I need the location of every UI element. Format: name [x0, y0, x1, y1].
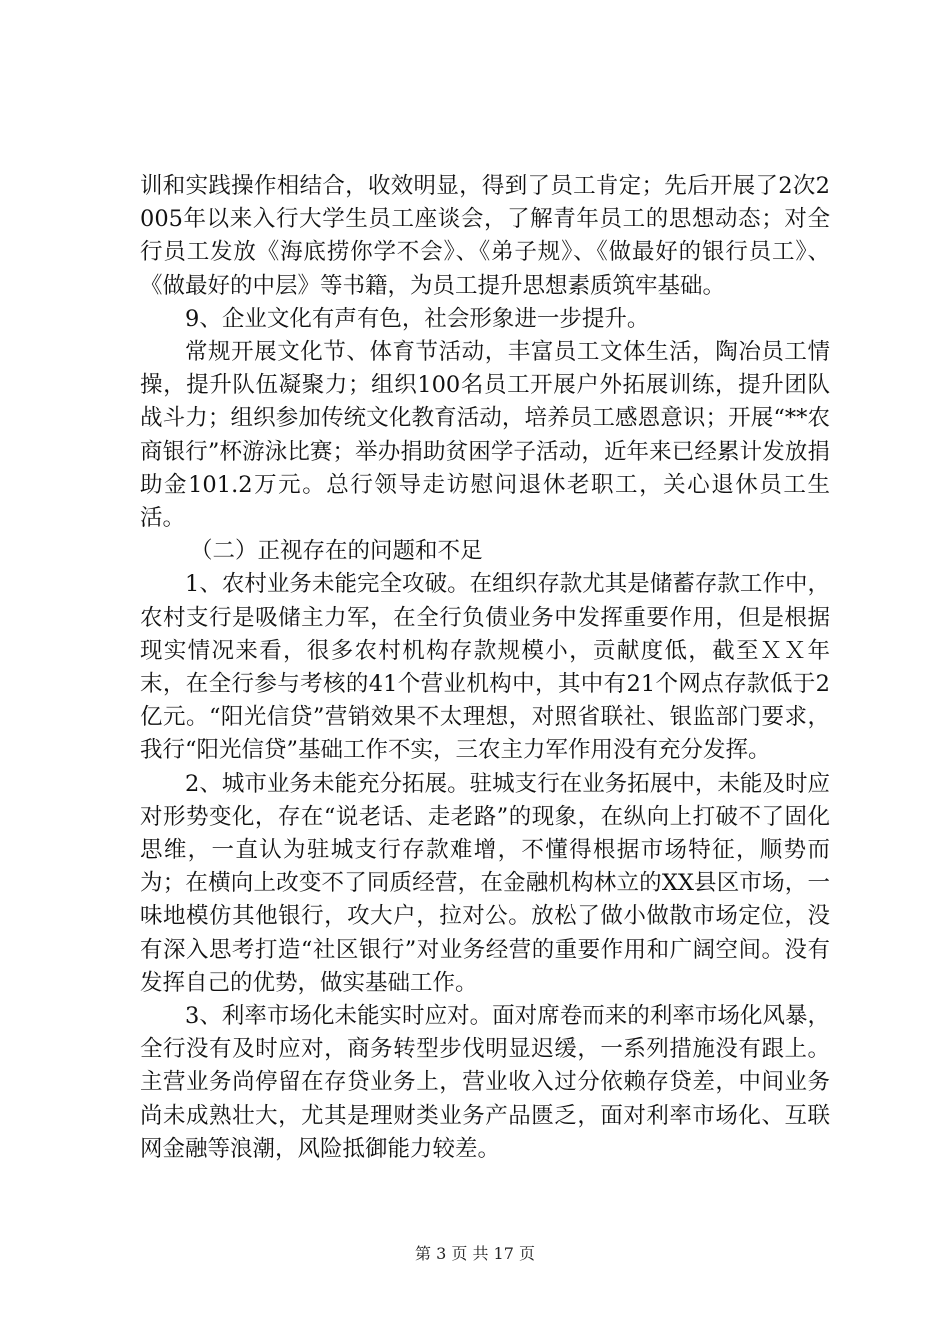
page-footer	[0, 1244, 950, 1264]
problem-1-paragraph: 1、农村业务未能完全攻破。在组织存款尤其是储蓄存款工作中，农村支行是吸储主力军，在全行负债业务中发挥重要作用，但是根据现实情况来看，很多农村机构存款规模小，贡献度低，截至ＸＸ年末，在全行参与考核的41个营业机构中，其中有21个网点存款低于2亿元。“阳光信贷”营销效果不太理想，对照省联社、银监部门要求，我行“阳光信贷”基础工作不实，三农主力军作用没有充分发挥。	[140, 571, 830, 764]
page-number-label: 第 3 页 共 17 页	[415, 1244, 535, 1263]
section-2-heading: （二）正视存在的问题和不足	[190, 538, 483, 565]
problem-3-paragraph: 3、利率市场化未能实时应对。面对席卷而来的利率市场化风暴，全行没有及时应对，商务转型步伐明显迟缓，一系列措施没有跟上。主营业务尚停留在存贷业务上，营业收入过分依赖存贷差，中间业务尚未成熟壮大，尤其是理财类业务产品匮乏，面对利率市场化、互联网金融等浪潮，风险抵御能力较差。	[140, 1003, 830, 1162]
document-body	[140, 170, 830, 1166]
item-9-body: 常规开展文化节、体育节活动，丰富员工文体生活，陶冶员工情操，提升队伍凝聚力；组织100名员工开展户外拓展训练，提升团队战斗力；组织参加传统文化教育活动，培养员工感恩意识；开展“**农商银行”杯游泳比赛；举办捐助贫困学子活动，近年来已经累计发放捐助金101.2万元。总行领导走访慰问退休老职工，关心退休员工生活。	[140, 339, 830, 532]
paragraph-training-continued: 训和实践操作相结合，收效明显，得到了员工肯定；先后开展了2次2005年以来入行大学生员工座谈会，了解青年员工的思想动态；对全行员工发放《海底捞你学不会》、《弟子规》、《做最好的银行员工》、《做最好的中层》等书籍，为员工提升思想素质筑牢基础。	[140, 173, 830, 299]
problem-2-paragraph: 2、城市业务未能充分拓展。驻城支行在业务拓展中，未能及时应对形势变化，存在“说老话、走老路”的现象，在纵向上打破不了固化思维，一直认为驻城支行存款难增，不懂得根据市场特征，顺势而为；在横向上改变不了同质经营，在金融机构林立的XX县区市场，一味地模仿其他银行，攻大户，拉对公。放松了做小做散市场定位，没有深入思考打造“社区银行”对业务经营的重要作用和广阔空间。没有发挥自己的优势，做实基础工作。	[140, 770, 830, 996]
item-9-heading: 9、企业文化有声有色，社会形象进一步提升。	[185, 305, 650, 332]
